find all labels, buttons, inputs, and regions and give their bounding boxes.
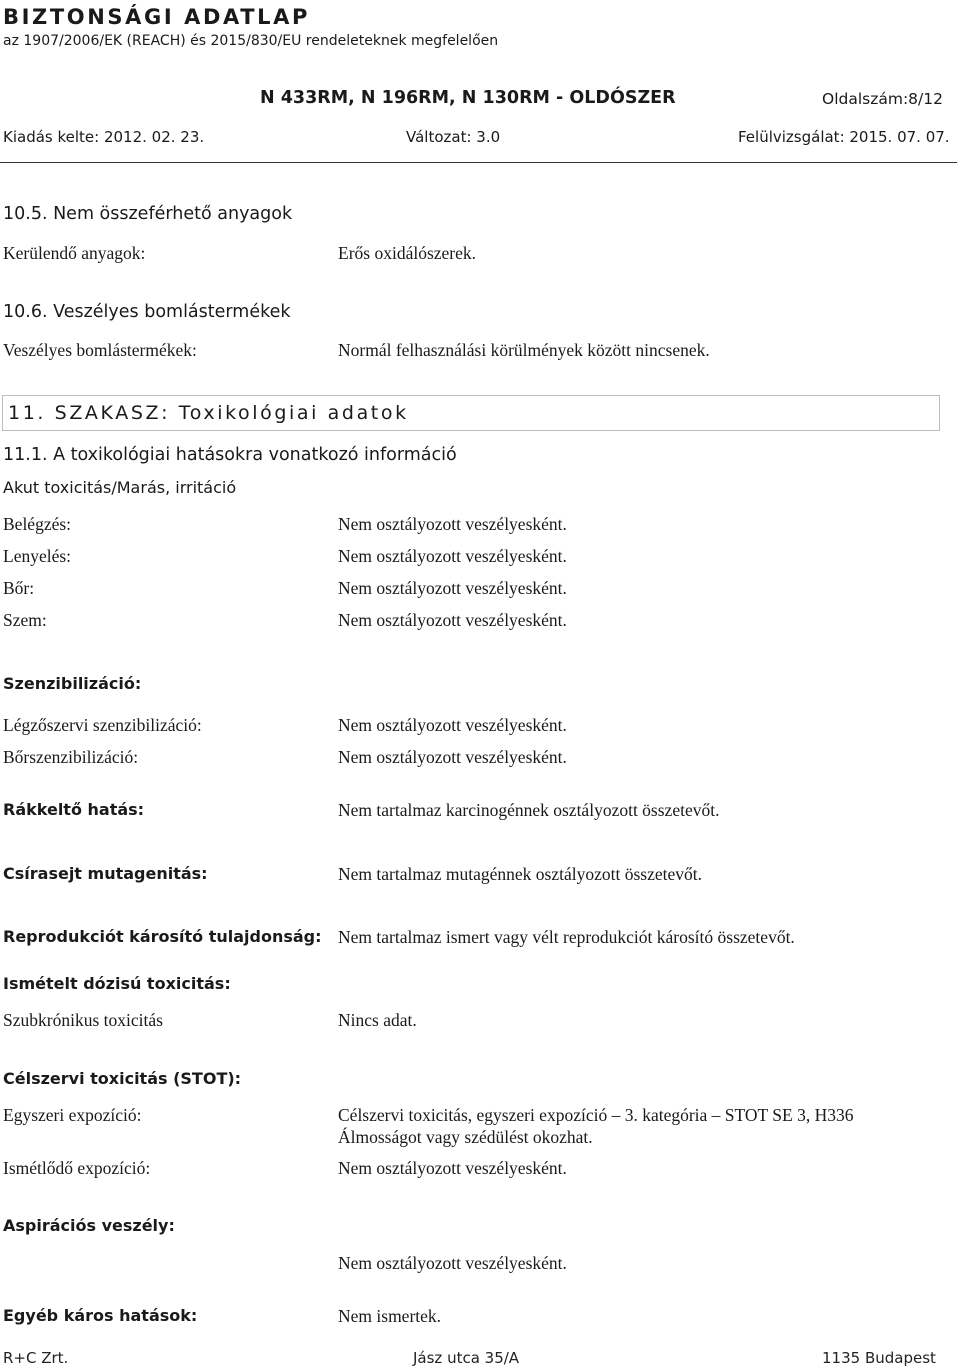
- section-10-6-heading: 10.6. Veszélyes bomlástermékek: [3, 302, 291, 322]
- acute-row-value: Nem osztályozott veszélyesként.: [338, 578, 567, 598]
- mutagenicity-heading: Csírasejt mutagenitás:: [3, 864, 208, 883]
- footer-city: 1135 Budapest: [822, 1349, 936, 1367]
- footer-address: Jász utca 35/A: [413, 1349, 520, 1367]
- header-divider: [0, 162, 957, 163]
- mutagenicity-value: Nem tartalmaz mutagénnek osztályozott összetevőt.: [338, 864, 702, 884]
- other-effects-value: Nem ismertek.: [338, 1306, 442, 1326]
- subchronic-value: Nincs adat.: [338, 1010, 417, 1030]
- stot-single-label: Egyszeri expozíció:: [3, 1105, 142, 1125]
- decomposition-label: Veszélyes bomlástermékek:: [3, 340, 197, 360]
- issue-date: Kiadás kelte: 2012. 02. 23.: [3, 128, 205, 146]
- carcinogenicity-heading: Rákkeltő hatás:: [3, 800, 145, 819]
- sensitisation-row-value: Nem osztályozott veszélyesként.: [338, 715, 567, 735]
- page-number: Oldalszám:8/12: [822, 90, 943, 108]
- section-11-1-heading: 11.1. A toxikológiai hatásokra vonatkozó információ: [3, 445, 457, 465]
- subchronic-label: Szubkrónikus toxicitás: [3, 1010, 163, 1030]
- stot-single-value: Célszervi toxicitás, egyszeri expozíció – 3. kategória – STOT SE 3, H336: [338, 1105, 854, 1125]
- section-11-title: 11. SZAKASZ: Toxikológiai adatok: [8, 402, 409, 424]
- acute-row-label: Szem:: [3, 610, 47, 630]
- revision-date: Felülvizsgálat: 2015. 07. 07.: [738, 128, 950, 146]
- other-effects-heading: Egyéb káros hatások:: [3, 1306, 198, 1325]
- sensitisation-heading: Szenzibilizáció:: [3, 674, 142, 693]
- acute-toxicity-heading: Akut toxicitás/Marás, irritáció: [3, 478, 237, 497]
- stot-single-value-note: Álmosságot vagy szédülést okozhat.: [338, 1127, 593, 1147]
- avoid-materials-value: Erős oxidálószerek.: [338, 243, 477, 263]
- repeated-dose-heading: Ismételt dózisú toxicitás:: [3, 974, 231, 993]
- acute-row-value: Nem osztályozott veszélyesként.: [338, 514, 567, 534]
- document-title: BIZTONSÁGI ADATLAP: [3, 5, 310, 29]
- version: Változat: 3.0: [406, 128, 501, 146]
- footer-company: R+C Zrt.: [3, 1349, 69, 1367]
- acute-row-value: Nem osztályozott veszélyesként.: [338, 610, 567, 630]
- stot-repeated-label: Ismétlődő expozíció:: [3, 1158, 151, 1178]
- avoid-materials-label: Kerülendő anyagok:: [3, 243, 146, 263]
- sensitisation-row-label: Légzőszervi szenzibilizáció:: [3, 715, 202, 735]
- section-10-5-heading: 10.5. Nem összeférhető anyagok: [3, 204, 293, 224]
- aspiration-heading: Aspirációs veszély:: [3, 1216, 175, 1235]
- product-name: N 433RM, N 196RM, N 130RM - OLDÓSZER: [260, 88, 676, 108]
- aspiration-value: Nem osztályozott veszélyesként.: [338, 1253, 567, 1273]
- decomposition-value: Normál felhasználási körülmények között nincsenek.: [338, 340, 710, 360]
- reproductive-heading: Reprodukciót károsító tulajdonság:: [3, 927, 322, 946]
- document-subtitle: az 1907/2006/EK (REACH) és 2015/830/EU rendeleteknek megfelelően: [3, 33, 499, 49]
- sensitisation-row-label: Bőrszenzibilizáció:: [3, 747, 139, 767]
- carcinogenicity-value: Nem tartalmaz karcinogénnek osztályozott összetevőt.: [338, 800, 720, 820]
- stot-repeated-value: Nem osztályozott veszélyesként.: [338, 1158, 567, 1178]
- acute-row-label: Bőr:: [3, 578, 35, 598]
- acute-row-label: Lenyelés:: [3, 546, 72, 566]
- sensitisation-row-value: Nem osztályozott veszélyesként.: [338, 747, 567, 767]
- reproductive-value: Nem tartalmaz ismert vagy vélt reprodukciót károsító összetevőt.: [338, 927, 795, 947]
- acute-row-value: Nem osztályozott veszélyesként.: [338, 546, 567, 566]
- acute-row-label: Belégzés:: [3, 514, 72, 534]
- stot-heading: Célszervi toxicitás (STOT):: [3, 1069, 242, 1088]
